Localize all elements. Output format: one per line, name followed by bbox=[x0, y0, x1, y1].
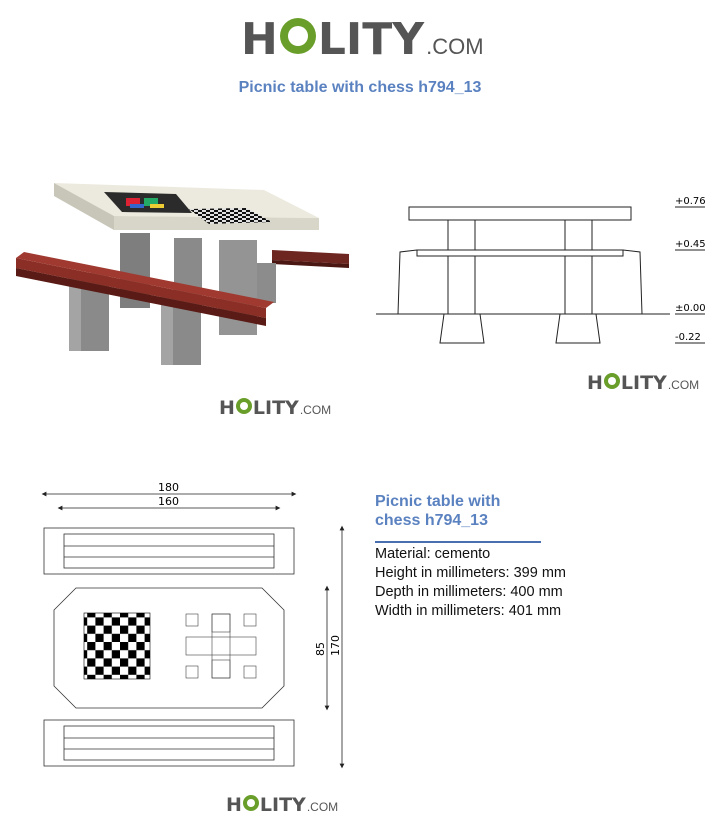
level-label: +0.45 bbox=[675, 239, 706, 250]
holity-logo-small: H LITY .COM bbox=[587, 372, 700, 394]
level-label: ±0.00 bbox=[675, 303, 706, 314]
dim-label: 85 bbox=[314, 642, 327, 656]
page-title: Picnic table with chess h794_13 bbox=[238, 79, 482, 96]
divider bbox=[375, 541, 541, 543]
table-render-image bbox=[14, 178, 364, 383]
dim-label: 180 bbox=[158, 481, 179, 494]
logo-o-icon bbox=[604, 373, 620, 389]
logo-o-icon bbox=[236, 398, 252, 414]
dim-label: 170 bbox=[329, 635, 342, 656]
plan-chess-board bbox=[84, 613, 150, 679]
plan-ludo-board bbox=[186, 614, 256, 678]
logo-letter-h: H bbox=[241, 14, 278, 65]
spec-width: Width in millimeters: 401 mm bbox=[375, 603, 562, 619]
spec-material: Material: cemento bbox=[375, 546, 491, 562]
plan-bench bbox=[44, 528, 294, 574]
logo-com: .COM bbox=[426, 34, 484, 59]
spec-heading bbox=[375, 492, 575, 530]
holity-logo-small: H LITY .COM bbox=[226, 794, 339, 816]
plan-bench bbox=[44, 720, 294, 766]
spec-heading-line: Picnic table with bbox=[375, 493, 501, 510]
logo-letters-lity: LITY bbox=[317, 14, 425, 65]
spec-heading-line: chess h794_13 bbox=[375, 512, 488, 529]
logo-o-icon bbox=[280, 18, 316, 54]
elevation-drawing bbox=[370, 190, 715, 360]
level-label: -0.22 bbox=[675, 332, 701, 343]
logo-o-icon bbox=[243, 795, 259, 811]
level-label: +0.76 bbox=[675, 196, 706, 207]
holity-logo[interactable] bbox=[241, 14, 484, 65]
spec-height: Height in millimeters: 399 mm bbox=[375, 565, 566, 581]
plan-drawing bbox=[38, 478, 358, 773]
holity-logo-small: H LITY .COM bbox=[219, 397, 332, 419]
dim-label: 160 bbox=[158, 495, 179, 508]
spec-depth: Depth in millimeters: 400 mm bbox=[375, 584, 563, 600]
